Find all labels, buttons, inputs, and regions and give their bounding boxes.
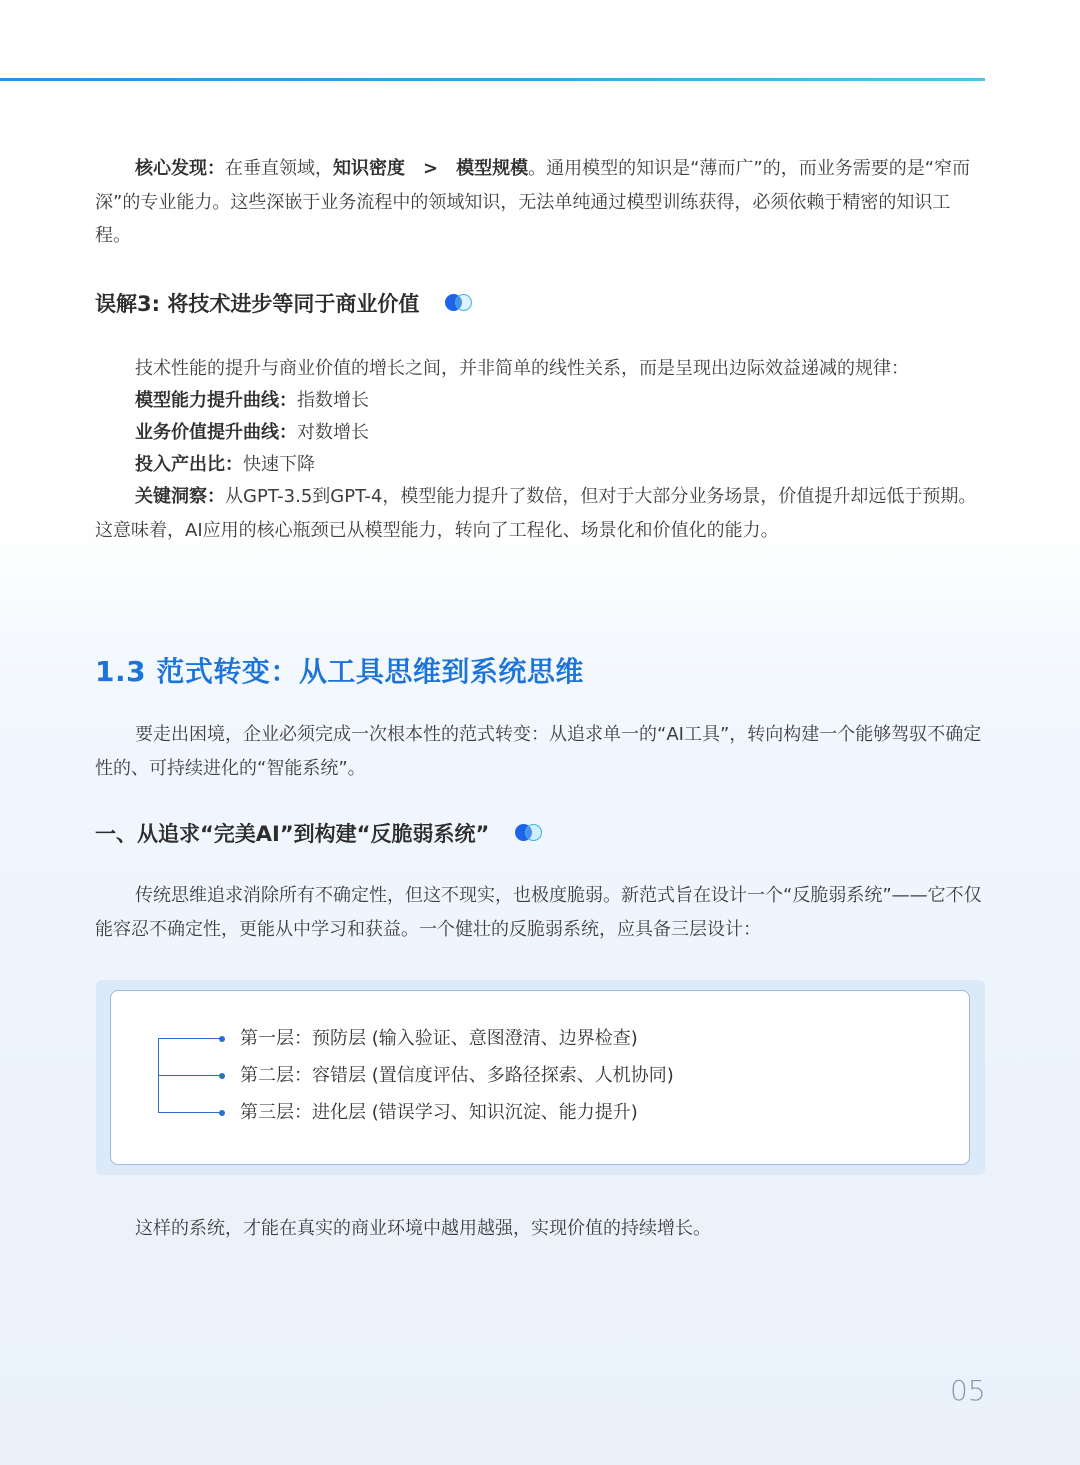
key-insight-paragraph [95,480,985,547]
curve-item-label: 投入产出比： [135,454,243,475]
misconception-3-intro: 技术性能的提升与商业价值的增长之间，并非简单的线性关系，而是呈现出边际效益递减的规律： [135,358,909,379]
toggle-dots-icon [445,294,475,312]
curve-item-label: 模型能力提升曲线： [135,390,297,411]
tree-branch [158,1112,222,1113]
curve-item-value: 快速下降 [243,454,315,475]
curve-item-value: 指数增长 [297,390,369,411]
layer-item-prevention: 第一层：预防层 (输入验证、意图澄清、边界检查) [240,1028,638,1049]
bullet-dot-icon [219,1073,225,1079]
antifragile-body: 传统思维追求消除所有不确定性，但这不现实，也极度脆弱。新范式旨在设计一个“反脆弱系统”——它不仅能容忍不确定性，更能从中学习和获益。一个健壮的反脆弱系统，应具备三层设计： [95,885,982,940]
core-finding-bold: 知识密度 > 模型规模 [333,158,529,179]
tree-branch [158,1038,222,1039]
core-finding-label: 核心发现： [135,158,225,179]
section-title: 1.3 范式转变：从工具思维到系统思维 [95,655,584,688]
curve-item-business [135,417,369,449]
misconception-3-title: 误解3: 将技术进步等同于商业价值 [95,292,420,316]
layer-item-evolution: 第三层：进化层 (错误学习、知识沉淀、能力提升) [240,1102,638,1123]
core-finding-paragraph [95,152,985,253]
layer-item-fault-tolerance: 第二层：容错层 (置信度评估、多路径探索、人机协同) [240,1065,674,1086]
bullet-dot-icon [219,1036,225,1042]
core-finding-text-2: 。通用模型的知识是“薄而广”的，而业务需要的是“窄而深”的专业能力。这些深嵌于业务流程中的领域知识，无法单纯通过模型训练获得，必须依赖于精密的知识工程。 [95,158,971,246]
antifragile-title: 一、从追求“完美AI”到构建“反脆弱系统” [95,822,490,846]
top-rule [0,78,985,81]
toggle-dots-icon [515,824,545,842]
closing-sentence: 这样的系统，才能在真实的商业环境中越用越强，实现价值的持续增长。 [135,1218,711,1239]
curve-item-model [135,385,369,417]
page-number: 05 [950,1374,986,1407]
curve-item-label: 业务价值提升曲线： [135,422,297,443]
misconception-3-heading [95,288,475,318]
antifragile-heading [95,818,545,848]
curve-item-roi [135,449,315,481]
key-insight-label: 关键洞察： [135,486,225,507]
core-finding-text-1: 在垂直领域， [225,158,333,179]
curve-item-value: 对数增长 [297,422,369,443]
bullet-dot-icon [219,1110,225,1116]
key-insight-text: 从GPT-3.5到GPT-4，模型能力提升了数倍，但对于大部分业务场景，价值提升却远低于预期。这意味着，AI应用的核心瓶颈已从模型能力，转向了工程化、场景化和价值化的能力。 [95,486,977,541]
section-intro-paragraph: 要走出困境，企业必须完成一次根本性的范式转变：从追求单一的“AI工具”，转向构建一个能够驾驭不确定性的、可持续进化的“智能系统”。 [95,724,982,779]
tree-branch [158,1075,222,1076]
